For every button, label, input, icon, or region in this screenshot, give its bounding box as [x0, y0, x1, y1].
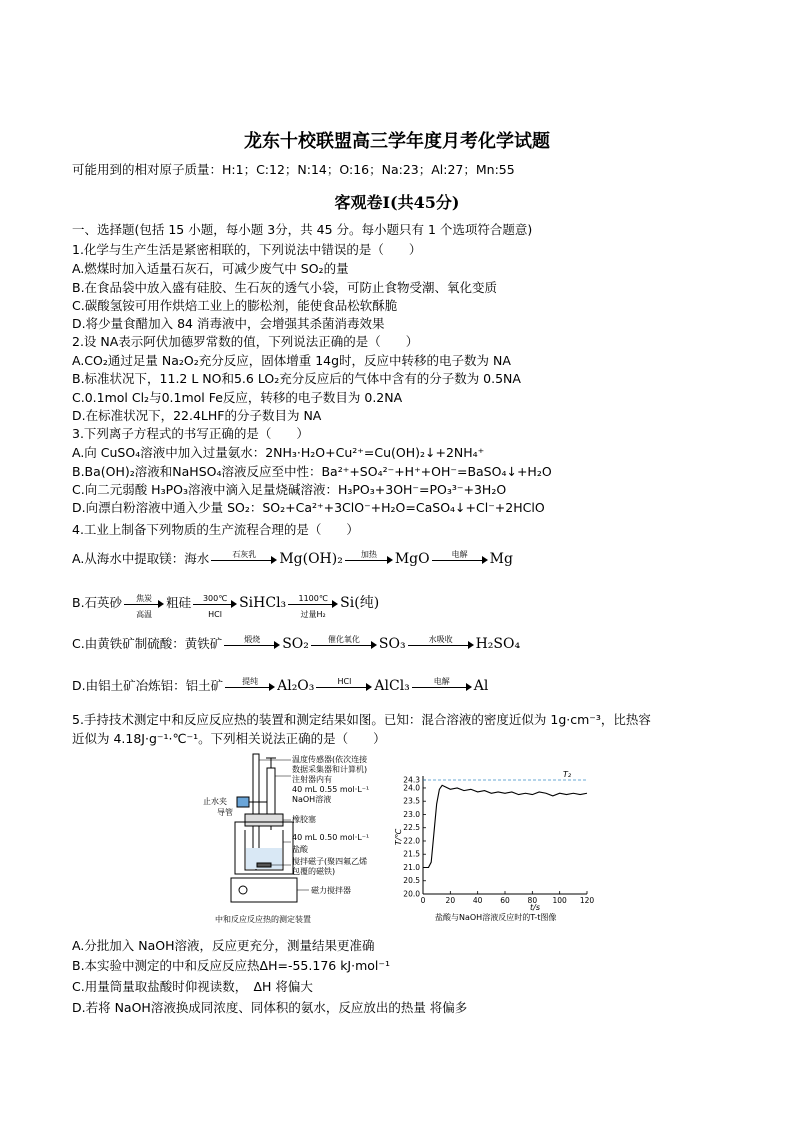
x-tick-label: 120 [579, 896, 595, 905]
x-tick-label: 80 [527, 896, 538, 905]
q5-stem-line2: 近似为 4.18J·g⁻¹·℃⁻¹。下列相关说法正确的是（ ） [72, 731, 386, 746]
q5-figure-svg [195, 752, 595, 932]
q4-option-d [72, 678, 488, 694]
q2-option-c: C.0.1mol Cl₂与0.1mol Fe反应，转移的电子数目为 0.2NA [72, 390, 403, 405]
syringe [267, 768, 275, 818]
label-syringe-3: NaOH溶液 [292, 795, 332, 804]
q2-stem: 2.设 NA表示阿伏加德罗常数的值，下列说法正确的是（ ） [72, 334, 419, 349]
y-tick-label: 20.0 [403, 889, 420, 899]
q4b-cond-3: 1100℃ [298, 593, 328, 603]
q4-option-a [72, 551, 513, 567]
label-stirbar-2: 包覆的磁铁) [292, 867, 336, 876]
y-tick-label: 24.0 [403, 783, 420, 793]
q4-stem: 4.工业上制备下列物质的生产流程合理的是（ ） [72, 522, 359, 537]
q4c-cond-2: 催化氧化 [327, 634, 360, 644]
x-tick-label: 60 [500, 896, 510, 905]
label-acid: 40 mL 0.50 mol·L⁻¹ [292, 833, 370, 842]
reference-line-label: T₂ [563, 770, 572, 779]
q4b-species-1: 粗硅 [166, 595, 192, 610]
clamp [237, 797, 249, 807]
q1-stem: 1.化学与生产生活是紧密相联的，下列说法中错误的是（ ） [72, 242, 422, 257]
q4d-cond-1: 提纯 [242, 676, 259, 686]
q4c-species-1: SO₂ [282, 636, 309, 652]
arrow-1 [211, 549, 277, 567]
q5-option-a: A.分批加入 NaOH溶液，反应更充分，测量结果更准确 [72, 938, 375, 953]
arrow-4 [124, 593, 164, 619]
y-tick-label: 23.0 [403, 809, 420, 819]
q2-option-b: B.标准状况下，11.2 L NO和5.6 LO₂充分反应后的气体中含有的分子数为 0.5NA [72, 371, 521, 386]
label-stirbar: 搅拌磁子(聚四氟乙烯 [292, 857, 368, 866]
y-tick-label: 22.5 [403, 823, 420, 833]
arrow-10 [225, 676, 275, 694]
q2-option-d: D.在标准状况下，22.4LHF的分子数目为 NA [72, 408, 322, 423]
arrow-11 [316, 676, 372, 694]
x-tick-label: 20 [445, 896, 456, 905]
q3-option-c: C.向二元弱酸 H₃PO₃溶液中滴入足量烧碱溶液：H₃PO₃+3OH⁻=PO₃³⁻+3H₂O [72, 482, 507, 497]
label-tube: 导管 [217, 808, 233, 817]
x-tick-label: 100 [552, 896, 567, 905]
q4-option-b [72, 593, 380, 619]
arrow-3 [432, 549, 488, 567]
page-title: 龙东十校联盟高三学年度月考化学试题 [244, 131, 550, 152]
label-clamp: 止水夹 [203, 797, 227, 806]
arrow-9 [408, 634, 474, 652]
q4a-cond-2: 加热 [360, 549, 377, 559]
y-axis-label: T/℃ [394, 828, 403, 846]
stopper [245, 814, 283, 826]
label-sensor-2: 数据采集器和计算机) [292, 765, 368, 774]
arrow-5 [193, 593, 237, 619]
q5-stem-line1: 5.手持技术测定中和反应反应热的装置和测定结果如图。已知：混合溶液的密度近似为 1g·cm⁻³，比热容 [72, 712, 651, 727]
q1-option-a: A.燃煤时加入适量石灰石，可减少废气中 SO₂的量 [72, 261, 349, 276]
atomic-masses: 可能用到的相对原子质量：H:1；C:12；N:14；O:16；Na:23；Al:27；Mn:55 [72, 162, 515, 177]
label-syringe-2: 40 mL 0.55 mol·L⁻¹ [292, 785, 370, 794]
label-sensor: 温度传感器(依次连接 [292, 755, 368, 764]
label-stirrer: 磁力搅拌器 [311, 886, 351, 895]
stir-bar [257, 863, 271, 867]
q3-stem: 3.下列离子方程式的书写正确的是（ ） [72, 426, 309, 441]
q4a-cond-1: 石灰乳 [232, 549, 257, 559]
q4a-species-1: Mg(OH)₂ [279, 551, 343, 567]
q4a-cond-3: 电解 [451, 549, 468, 559]
q4a-prefix: A.从海水中提取镁：海水 [72, 551, 210, 566]
q4d-prefix: D.由铝土矿冶炼铝：铝土矿 [72, 678, 224, 693]
y-tick-label: 20.5 [403, 876, 420, 886]
q4b-species-3: Si(纯) [340, 595, 380, 611]
q4c-prefix: C.由黄铁矿制硫酸：黄铁矿 [72, 636, 223, 651]
arrow-8 [311, 634, 377, 652]
x-tick-label: 40 [472, 896, 483, 905]
y-tick-label: 21.0 [403, 862, 420, 872]
y-tick-label: 21.5 [403, 849, 420, 859]
right-caption: 盐酸与NaOH溶液反应时的T-t图像 [435, 913, 557, 922]
x-axis-label: t/s [530, 903, 540, 912]
q5-figure [195, 752, 595, 932]
section-intro: 一、选择题(包括 15 小题，每小题 3分，共 45 分。每小题只有 1 个选项符合题意) [72, 222, 533, 237]
temperature-chart [394, 770, 594, 912]
q4d-species-1: Al₂O₃ [277, 678, 315, 694]
q4b-cond-2: 300℃ [202, 593, 228, 603]
arrow-6 [288, 593, 338, 619]
label-stopper: 橡胶塞 [292, 815, 316, 824]
section-title: 客观卷Ⅰ(共45分) [334, 193, 460, 212]
y-tick-label: 24.3 [403, 775, 420, 785]
q5-option-b: B.本实验中测定的中和反应反应热ΔH=-55.176 kJ·mol⁻¹ [72, 958, 390, 973]
label-acid-2: 盐酸 [292, 845, 308, 854]
q4-option-c [72, 636, 520, 652]
temperature-series-line [423, 785, 587, 867]
left-caption: 中和反应反应热的测定装置 [215, 915, 311, 924]
q4b-species-2: SiHCl₃ [239, 595, 287, 611]
q4b-cond-1b: 高温 [136, 609, 153, 619]
q4c-species-3: H₂SO₄ [475, 636, 521, 652]
y-tick-label: 22.0 [403, 836, 420, 846]
q1-option-d: D.将少量食醋加入 84 消毒液中，会增强其杀菌消毒效果 [72, 316, 385, 331]
arrow-7 [224, 634, 280, 652]
magnetic-stirrer [231, 878, 297, 902]
q4b-cond-2b: HCl [208, 609, 222, 619]
q4b-cond-1: 焦炭 [136, 593, 153, 603]
q4c-species-2: SO₃ [378, 636, 406, 652]
q4d-cond-2: HCl [337, 676, 352, 686]
q4b-cond-3b: 过量H₂ [300, 609, 326, 619]
arrow-2 [345, 549, 393, 567]
q5-option-d: D.若将 NaOH溶液换成同浓度、同体积的氨水，反应放出的热量 将偏多 [72, 1000, 468, 1015]
q5-option-c: C.用量筒量取盐酸时仰视读数， ΔH 将偏大 [72, 979, 313, 994]
q3-option-a: A.向 CuSO₄溶液中加入过量氨水：2NH₃·H₂O+Cu²⁺=Cu(OH)₂↓+2NH₄⁺ [72, 445, 485, 460]
q4a-species-3: Mg [489, 551, 513, 567]
q3-option-b: B.Ba(OH)₂溶液和NaHSO₄溶液反应至中性：Ba²⁺+SO₄²⁻+H⁺+OH⁻=BaSO₄↓+H₂O [72, 464, 552, 479]
q4c-cond-3: 水吸收 [428, 634, 453, 644]
label-syringe: 注射器内有 [292, 775, 332, 784]
arrow-12 [412, 676, 472, 694]
q1-option-b: B.在食品袋中放入盛有硅胶、生石灰的透气小袋，可防止食物受潮、氧化变质 [72, 280, 498, 295]
q1-option-c: C.碳酸氢铵可用作烘焙工业上的膨松剂，能使食品松软酥脆 [72, 298, 398, 313]
q4b-prefix: B.石英砂 [72, 595, 123, 610]
q2-option-a: A.CO₂通过足量 Na₂O₂充分反应，固体增重 14g时，反应中转移的电子数为 NA [72, 353, 511, 368]
y-tick-label: 23.5 [403, 796, 420, 806]
q3-option-d: D.向漂白粉溶液中通入少量 SO₂：SO₂+Ca²⁺+3ClO⁻+H₂O=CaSO₄↓+Cl⁻+2HClO [72, 500, 545, 515]
q4c-cond-1: 煅烧 [244, 634, 261, 644]
q4d-cond-3: 电解 [433, 676, 450, 686]
x-tick-label: 0 [420, 896, 426, 905]
q4d-species-2: AlCl₃ [374, 678, 410, 694]
q4d-species-3: Al [473, 678, 489, 694]
q4a-species-2: MgO [394, 551, 430, 567]
